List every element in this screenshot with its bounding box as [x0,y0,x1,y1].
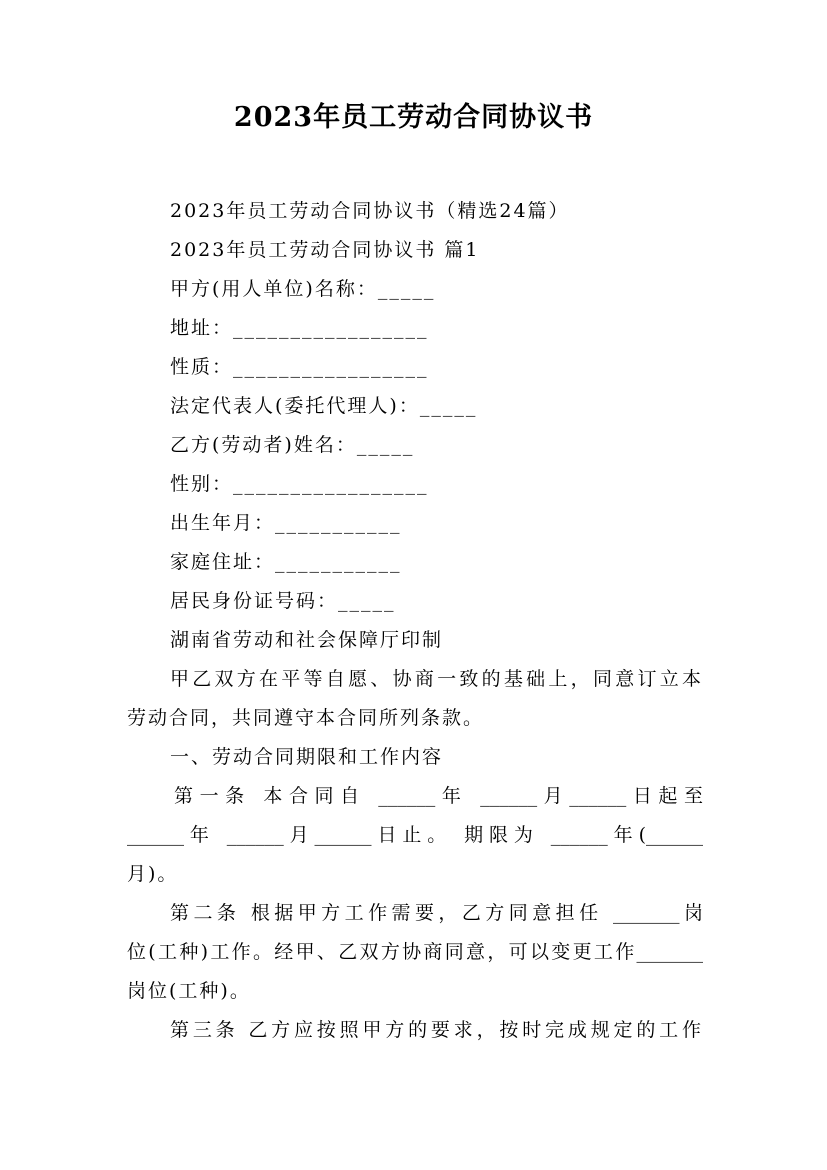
nature-field: 性质：_________________ [170,356,429,378]
chapter-heading: 一、劳动合同期限和工作内容 [170,746,444,768]
party-b-name-field: 乙方(劳动者)姓名：_____ [170,434,415,456]
document-title: 2023年员工劳动合同协议书 [233,102,594,133]
article-line: ______年 ______月______日止。 期限为 ______年(______ [127,824,703,846]
section-heading: 2023年员工劳动合同协议书 篇1 [170,239,480,261]
id-number-field: 居民身份证号码：_____ [170,590,396,612]
party-a-name-field: 甲方(用人单位)名称：_____ [170,278,436,300]
paragraph-line: 劳动合同，共同遵守本合同所列条款。 [127,707,485,729]
article-line: 第一条 本合同自 ______年 ______月______日起至 [174,785,703,807]
article-line: 第二条 根据甲方工作需要，乙方同意担任 _______岗 [170,902,703,924]
article-line: 月)。 [127,863,179,885]
birth-date-field: 出生年月：___________ [170,512,402,534]
article-line: 岗位(工种)。 [127,980,251,1002]
subtitle-line: 2023年员工劳动合同协议书（精选24篇） [170,200,570,222]
address-field: 地址：_________________ [170,317,429,339]
gender-field: 性别：_________________ [170,473,429,495]
article-line: 第三条 乙方应按照甲方的要求，按时完成规定的工作 [170,1019,703,1041]
legal-representative-field: 法定代表人(委托代理人)：_____ [170,395,478,417]
publisher-line: 湖南省劳动和社会保障厅印制 [170,629,444,651]
article-line: 位(工种)工作。经甲、乙双方协商同意，可以变更工作_______ [127,941,703,963]
paragraph-line: 甲乙双方在平等自愿、协商一致的基础上，同意订立本 [170,668,703,690]
home-address-field: 家庭住址：___________ [170,551,402,573]
